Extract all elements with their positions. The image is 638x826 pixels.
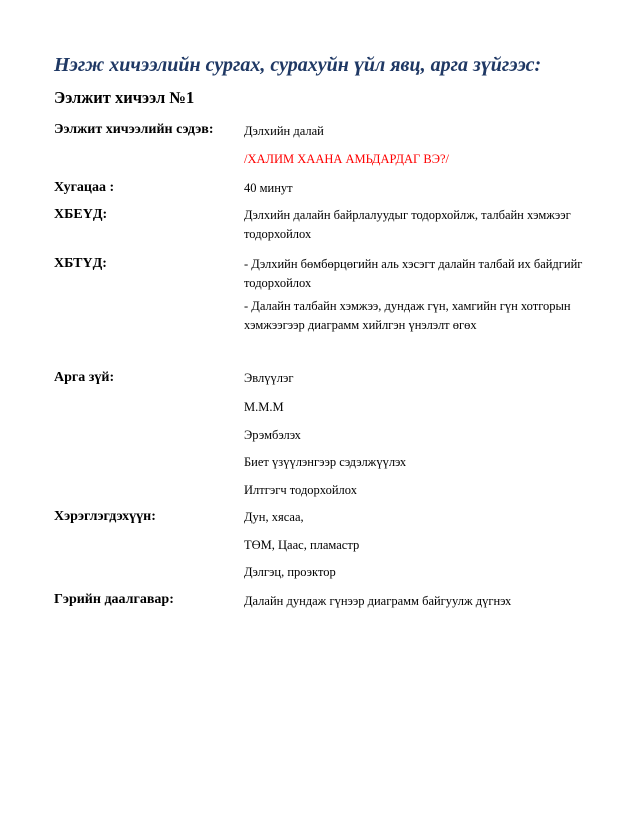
hbtud-label: ХБТҮД: bbox=[54, 256, 107, 271]
methods-item: М.М.М bbox=[244, 400, 284, 414]
homework-value: Далайн дундаж гүнээр диаграмм байгуулж дүгнэх bbox=[244, 594, 512, 608]
materials-item: ТӨМ, Цаас, пламастр bbox=[244, 538, 360, 552]
hbtud-item: - Далайн талбайн хэмжээ, дундаж гүн, хамгийн гүн хотгорын хэмжээгээр диаграмм хийлгэн үнэлэлт өгөх bbox=[244, 299, 571, 332]
page-heading: Нэгж хичээлийн сургах, сурахуйн үйл явц, арга зүйгээс: bbox=[54, 54, 542, 76]
topic-label: Ээлжит хичээлийн сэдэв: bbox=[54, 122, 214, 137]
topic-subtitle: /ХАЛИМ ХААНА АМЬДАРДАГ ВЭ?/ bbox=[244, 152, 450, 166]
homework-label: Гэрийн даалгавар: bbox=[54, 592, 174, 607]
methods-label: Арга зүй: bbox=[54, 370, 115, 385]
hbeud-label: ХБЕҮД: bbox=[54, 207, 108, 222]
duration-label: Хугацаа : bbox=[54, 180, 115, 195]
materials-item: Дун, хясаа, bbox=[244, 510, 304, 524]
hbtud-item: - Дэлхийн бөмбөрцөгийн аль хэсэгт далайн талбай их байдгийг тодорхойлох bbox=[244, 257, 583, 290]
topic-value: Дэлхийн далай bbox=[244, 124, 324, 138]
hbeud-value: Дэлхийн далайн байрлалуудыг тодорхойлж, талбайн хэмжээг тодорхойлох bbox=[244, 208, 571, 241]
duration-value: 40 минут bbox=[244, 181, 293, 195]
lesson-title: Ээлжит хичээл №1 bbox=[54, 88, 195, 107]
materials-item: Дэлгэц, проэктор bbox=[244, 565, 336, 579]
materials-label: Хэрэглэгдэхүүн: bbox=[54, 509, 156, 524]
methods-item: Эвлүүлэг bbox=[244, 371, 294, 385]
methods-item: Биет үзүүлэнгээр сэдэлжүүлэх bbox=[244, 455, 407, 469]
methods-item: Илтгэгч тодорхойлох bbox=[244, 483, 357, 497]
methods-item: Эрэмбэлэх bbox=[244, 428, 301, 442]
